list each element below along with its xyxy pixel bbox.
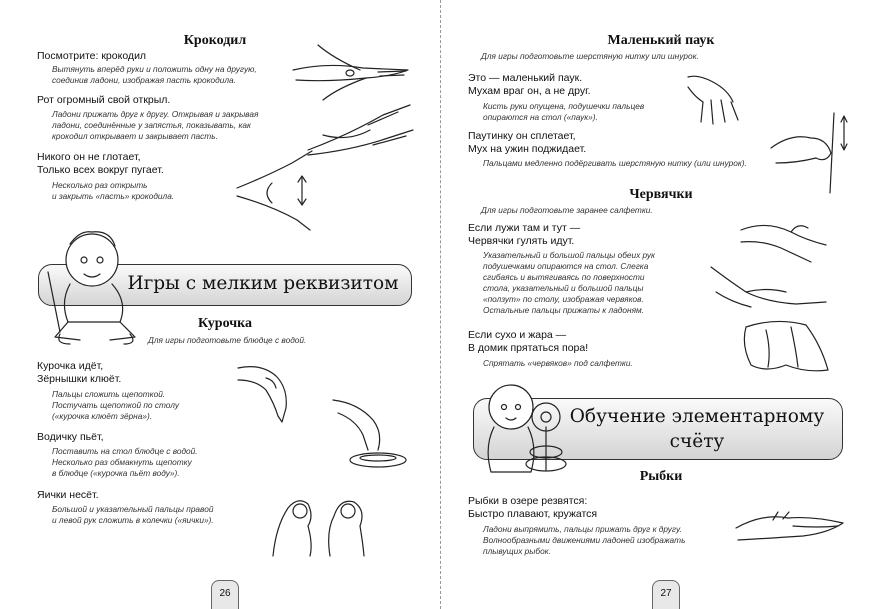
- fish-hands-illustration: [733, 498, 848, 553]
- crocodile-instruction-2: Ладони прижать друг к другу. Открывая и закрывая ладони, соединённые у запястья, показывать, как крокодил открывает и закрывает пасть.: [52, 109, 259, 141]
- section-banner-counting-line2: счёту: [669, 431, 725, 452]
- spider-verse-1: Это — маленький паук. Мухам враг он, а не друг.: [468, 72, 591, 97]
- hen-verse-3: Яички несёт.: [37, 489, 99, 501]
- crocodile-jaw-illustration: [232, 148, 332, 238]
- crocodile-closed-hands-illustration: [288, 40, 418, 105]
- fish-instruction-1: Ладони выпрямить, пальцы прижать друг к другу. Волнообразными движениями ладоней изображать плывущих рыбок.: [483, 524, 686, 556]
- hen-note: Для игры подготовьте блюдце с водой.: [148, 335, 307, 345]
- fish-verse-1: Рыбки в озере резвятся: Быстро плавают, кружатся: [468, 495, 598, 520]
- page-number-right: 27: [652, 580, 680, 609]
- worms-instruction-1: Указательный и большой пальцы обеих рук подушечками опираются на стол. Слегка сгибаясь и вытягиваясь по поверхности стола, указательный и большой пальцы «ползут» по столу, изображая червяков. Остальные пальцы прижаты к ладоням.: [483, 250, 655, 315]
- worm-fingers-illustration: [736, 210, 836, 270]
- section-banner-counting-line1: Обучение элементарному: [569, 406, 825, 427]
- page-number-left: 26: [211, 580, 239, 609]
- eggs-hands-illustration: [268, 486, 378, 561]
- hen-verse-2: Водичку пьёт,: [37, 431, 104, 443]
- spider-note: Для игры подготовьте шерстяную нитку или шнурок.: [481, 51, 699, 61]
- crocodile-instruction-3: Несколько раз открыть и закрыть «пасть» крокодила.: [52, 180, 175, 201]
- spider-instruction-2: Пальцами медленно подёргивать шерстяную нитку (или шнурок).: [483, 158, 747, 168]
- section-banner-small-props-text: Игры с мелким реквизитом: [127, 273, 399, 294]
- hen-instruction-3: Большой и указательный пальцы правой и левой рук сложить в колечки («яички»).: [52, 504, 214, 525]
- hen-pecking-illustration: [236, 358, 306, 428]
- worms-note: Для игры подготовьте заранее салфетки.: [481, 205, 653, 215]
- crocodile-verse-3: Никого он не глотает, Только всех вокруг пугает.: [37, 151, 164, 176]
- spider-instruction-1: Кисть руки опущена, подушечки пальцев опираются на стол («паук»).: [483, 101, 645, 122]
- hen-instruction-1: Пальцы сложить щепоткой. Постучать щепоткой по столу («курочка клюёт зёрна»).: [52, 389, 179, 421]
- spider-thread-illustration: [766, 108, 856, 198]
- worms-verse-1: Если лужи там и тут — Червячки гулять идут.: [468, 222, 581, 247]
- boy-illustration: [40, 222, 150, 352]
- spider-title: Маленький паук: [607, 33, 715, 48]
- crocodile-verse-1: Посмотрите: крокодил: [37, 50, 147, 62]
- hen-drinking-illustration: [328, 395, 418, 475]
- napkin-illustration: [736, 315, 836, 377]
- child-with-pyramid-illustration: [476, 372, 576, 482]
- page-right: [441, 0, 880, 609]
- hen-instruction-2: Поставить на стол блюдце с водой. Несколько раз обмакнуть щепотку в блюдце («курочка пьёт воду»).: [52, 446, 198, 478]
- hen-title: Курочка: [198, 316, 252, 331]
- crocodile-verse-2: Рот огромный свой открыл.: [37, 94, 171, 106]
- hen-verse-1: Курочка идёт, Зёрнышки клюёт.: [37, 360, 122, 385]
- worms-instruction-2: Спрятать «червяков» под салфетки.: [483, 358, 633, 368]
- worms-title: Червячки: [629, 187, 693, 202]
- worm-crawling-illustration: [706, 262, 836, 312]
- worms-verse-2: Если сухо и жара — В домик прятаться пора!: [468, 329, 589, 354]
- crocodile-instruction-1: Вытянуть вперёд руки и положить одну на другую, соединив ладони, изображая пасть крокодила.: [52, 64, 257, 85]
- spider-verse-2: Паутинку он сплетает, Мух на ужин поджидает.: [468, 130, 587, 155]
- crocodile-title: Крокодил: [183, 33, 247, 48]
- spider-hand-illustration: [683, 72, 753, 132]
- fish-title: Рыбки: [639, 469, 683, 484]
